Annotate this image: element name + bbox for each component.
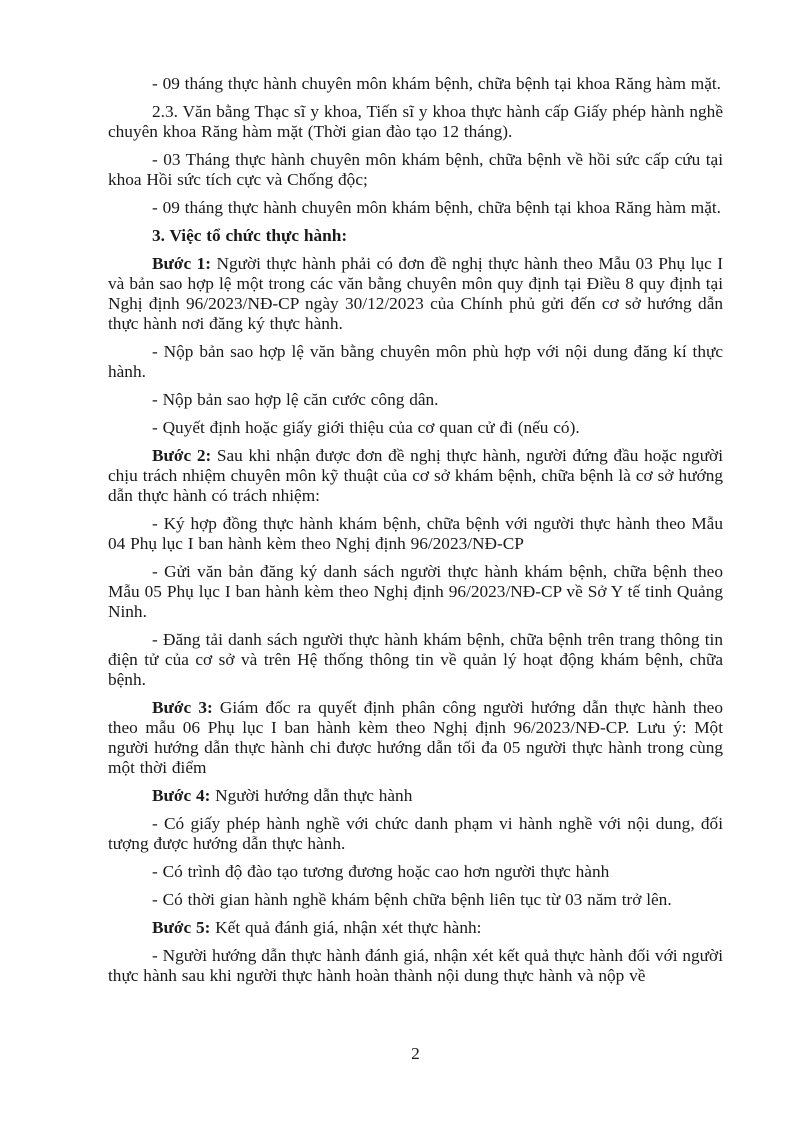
text-run: - Có thời gian hành nghề khám bệnh chữa bệnh liên tục từ 03 năm trở lên.	[152, 890, 672, 909]
paragraph	[108, 946, 723, 986]
text-run: - Ký hợp đồng thực hành khám bệnh, chữa bệnh với người thực hành theo Mẫu 04 Phụ lục I ban hành kèm theo Nghị định 96/2023/NĐ-CP	[108, 514, 723, 553]
bold-text-run: Bước 3:	[152, 698, 213, 717]
paragraph	[108, 814, 723, 854]
paragraph	[108, 890, 723, 910]
text-run: Giám đốc ra quyết định phân công người hướng dẫn thực hành theo theo mẫu 06 Phụ lục I ban hành kèm theo Nghị định 96/2023/NĐ-CP. Lưu ý: Một người hướng dẫn thực hành chi được hướng dẫn tối đa 05 người thực hành trong cùng một thời điểm	[108, 698, 723, 777]
paragraph	[108, 254, 723, 334]
text-run: Sau khi nhận được đơn đề nghị thực hành, người đứng đầu hoặc người chịu trách nhiệm chuyên môn kỹ thuật của cơ sở khám bệnh, chữa bệnh là cơ sở hướng dẫn thực hành có trách nhiệm:	[108, 446, 723, 505]
paragraph	[108, 786, 723, 806]
text-run: - Có giấy phép hành nghề với chức danh phạm vi hành nghề với nội dung, đối tượng được hướng dẫn thực hành.	[108, 814, 723, 853]
text-run: Kết quả đánh giá, nhận xét thực hành:	[210, 918, 482, 937]
text-run: - 03 Tháng thực hành chuyên môn khám bệnh, chữa bệnh về hồi sức cấp cứu tại khoa Hồi sức tích cực và Chống độc;	[108, 150, 723, 189]
text-run: Người hướng dẫn thực hành	[210, 786, 413, 805]
document-body	[108, 74, 723, 994]
paragraph	[108, 198, 723, 218]
text-run: 2.3. Văn bằng Thạc sĩ y khoa, Tiến sĩ y khoa thực hành cấp Giấy phép hành nghề chuyên khoa Răng hàm mặt (Thời gian đào tạo 12 tháng).	[108, 102, 723, 141]
bold-text-run: Bước 1:	[152, 254, 211, 273]
paragraph	[108, 918, 723, 938]
paragraph	[108, 102, 723, 142]
bold-text-run: 3. Việc tổ chức thực hành:	[152, 226, 348, 245]
paragraph	[108, 150, 723, 190]
paragraph	[108, 74, 723, 94]
page-number: 2	[411, 1044, 420, 1063]
text-run: - Người hướng dẫn thực hành đánh giá, nhận xét kết quả thực hành đối với người thực hành sau khi người thực hành hoàn thành nội dung thực hành và nộp về	[108, 946, 723, 985]
paragraph	[108, 446, 723, 506]
text-run: - Đăng tải danh sách người thực hành khám bệnh, chữa bệnh trên trang thông tin điện tử của cơ sở và trên Hệ thống thông tin về quản lý hoạt động khám bệnh, chữa bệnh.	[108, 630, 723, 689]
paragraph	[108, 418, 723, 438]
paragraph	[108, 342, 723, 382]
bold-text-run: Bước 2:	[152, 446, 212, 465]
bold-text-run: Bước 5:	[152, 918, 211, 937]
paragraph	[108, 698, 723, 778]
text-run: Người thực hành phải có đơn đề nghị thực hành theo Mẫu 03 Phụ lục I và bản sao hợp lệ một trong các văn bằng chuyên môn quy định tại Điều 8 quy định tại Nghị định 96/2023/NĐ-CP ngày 30/12/2023 của Chính phủ gửi đến cơ sở hướng dẫn thực hành nơi đăng ký thực hành.	[108, 254, 723, 333]
paragraph	[108, 562, 723, 622]
paragraph	[108, 390, 723, 410]
paragraph	[108, 862, 723, 882]
text-run: - Nộp bản sao hợp lệ văn bằng chuyên môn phù hợp với nội dung đăng kí thực hành.	[108, 342, 723, 381]
text-run: - Gửi văn bản đăng ký danh sách người thực hành khám bệnh, chữa bệnh theo Mẫu 05 Phụ lục I ban hành kèm theo Nghị định 96/2023/NĐ-CP về Sở Y tế tinh Quảng Ninh.	[108, 562, 723, 621]
section-heading	[108, 226, 723, 246]
bold-text-run: Bước 4:	[152, 786, 211, 805]
text-run: - Nộp bản sao hợp lệ căn cước công dân.	[152, 390, 439, 409]
text-run: - Quyết định hoặc giấy giới thiệu của cơ quan cử đi (nếu có).	[152, 418, 580, 437]
paragraph	[108, 514, 723, 554]
text-run: - Có trình độ đào tạo tương đương hoặc cao hơn người thực hành	[152, 862, 610, 881]
text-run: - 09 tháng thực hành chuyên môn khám bệnh, chữa bệnh tại khoa Răng hàm mặt.	[152, 74, 722, 93]
paragraph	[108, 630, 723, 690]
text-run: - 09 tháng thực hành chuyên môn khám bệnh, chữa bệnh tại khoa Răng hàm mặt.	[152, 198, 722, 217]
page-footer	[108, 1044, 723, 1064]
